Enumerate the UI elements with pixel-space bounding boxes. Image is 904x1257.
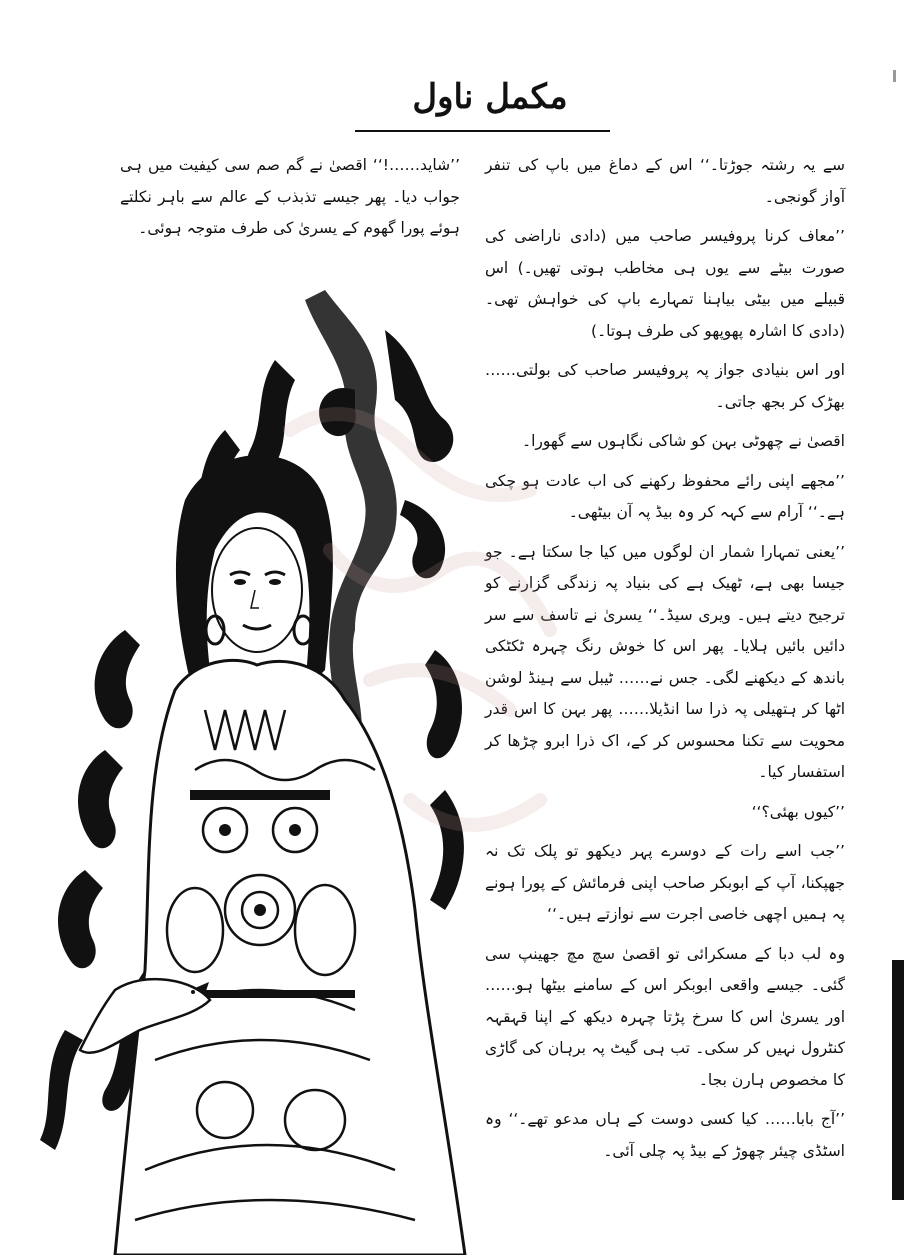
- paragraph: ’’جب اسے رات کے دوسرے پہر دیکھو تو پلک تک نہ جھپکنا، آپ کے ابوبکر صاحب اپنی فرمائش کے پورا ہونے پہ ہمیں اچھی خاصی اجرت سے نوازتے ہیں۔‘‘: [485, 842, 845, 923]
- left-text-column: [120, 150, 460, 253]
- paragraph: ’’شاید……!‘‘ اقصیٰ نے گم صم سی کیفیت میں ہی جواب دیا۔ پھر جیسے تذبذب کے عالم سے باہر نکلتے ہوئے پورا گھوم کے یسریٰ کی طرف متوجہ ہوئی۔: [120, 156, 460, 237]
- right-text-column: [485, 150, 845, 1210]
- title-underline: [355, 130, 610, 132]
- paragraph: اور اس بنیادی جواز پہ پروفیسر صاحب کی بولتی…… بھڑک کر بجھ جاتی۔: [485, 361, 845, 411]
- section-title: مکمل ناول: [412, 77, 568, 117]
- paragraph: ’’معاف کرنا پروفیسر صاحب میں (دادی ناراضی کی صورت بیٹے سے یوں ہی مخاطب ہوتی تھیں۔) اس قبیلے میں بیٹی بیاہنا تمہارے باپ کی خواہش تھی۔ (دادی کا اشارہ پھوپھو کی طرف ہوتا۔): [485, 227, 845, 340]
- paragraph: اقصیٰ نے چھوٹی بہن کو شاکی نگاہوں سے گھورا۔: [522, 432, 845, 450]
- page-edge-bleed: [892, 960, 904, 1200]
- page-edge-mark: [893, 70, 896, 82]
- paragraph: ’’آج بابا…… کیا کسی دوست کے ہاں مدعو تھے۔‘‘ وہ اسٹڈی چیئر چھوڑ کے بیڈ پہ چلی آئی۔: [485, 1110, 845, 1160]
- paragraph: ’’کیوں بھئی؟‘‘: [751, 802, 845, 821]
- paragraph: سے یہ رشتہ جوڑتا۔‘‘ اس کے دماغ میں باپ کی تنفر آواز گونجی۔: [485, 156, 845, 206]
- illustration-woman: [25, 270, 485, 1255]
- paragraph: ’’یعنی تمہارا شمار ان لوگوں میں کیا جا سکتا ہے۔ جو جیسا بھی ہے، ٹھیک ہے کی بنیاد پہ زندگی گزارنے کو ترجیح دیتے ہیں۔ ویری سیڈ۔‘‘ یسریٰ نے تاسف سے سر دائیں بائیں ہلایا۔ پھر اس کا خوش رنگ چہرہ ٹکٹکی باندھ کے دیکھنے لگی۔ جس نے…… ٹیبل سے ہینڈ لوشن اٹھا کر ہتھیلی پہ ذرا سا انڈیلا…… پھر بہن کا اس قدر محویت سے تکنا محسوس کر کے، اک ذرا ابرو چڑھا کر استفسار کیا۔: [485, 542, 845, 781]
- paragraph: ’’مجھے اپنی رائے محفوظ رکھنے کی اب عادت ہو چکی ہے۔‘‘ آرام سے کہہ کر وہ بیڈ پہ آن بیٹھی۔: [485, 471, 845, 521]
- paragraph: وہ لب دبا کے مسکرائی تو اقصیٰ سچ مچ جھینپ سی گئی۔ جیسے واقعی ابوبکر اس کے سامنے بیٹھا ہو……اور یسریٰ اس کا سرخ پڑتا چہرہ دیکھ کے اپنا قہقہہ کنٹرول نہیں کر سکی۔ تب ہی گیٹ پہ برہان کی گاڑی کا مخصوص ہارن بجا۔: [485, 944, 845, 1089]
